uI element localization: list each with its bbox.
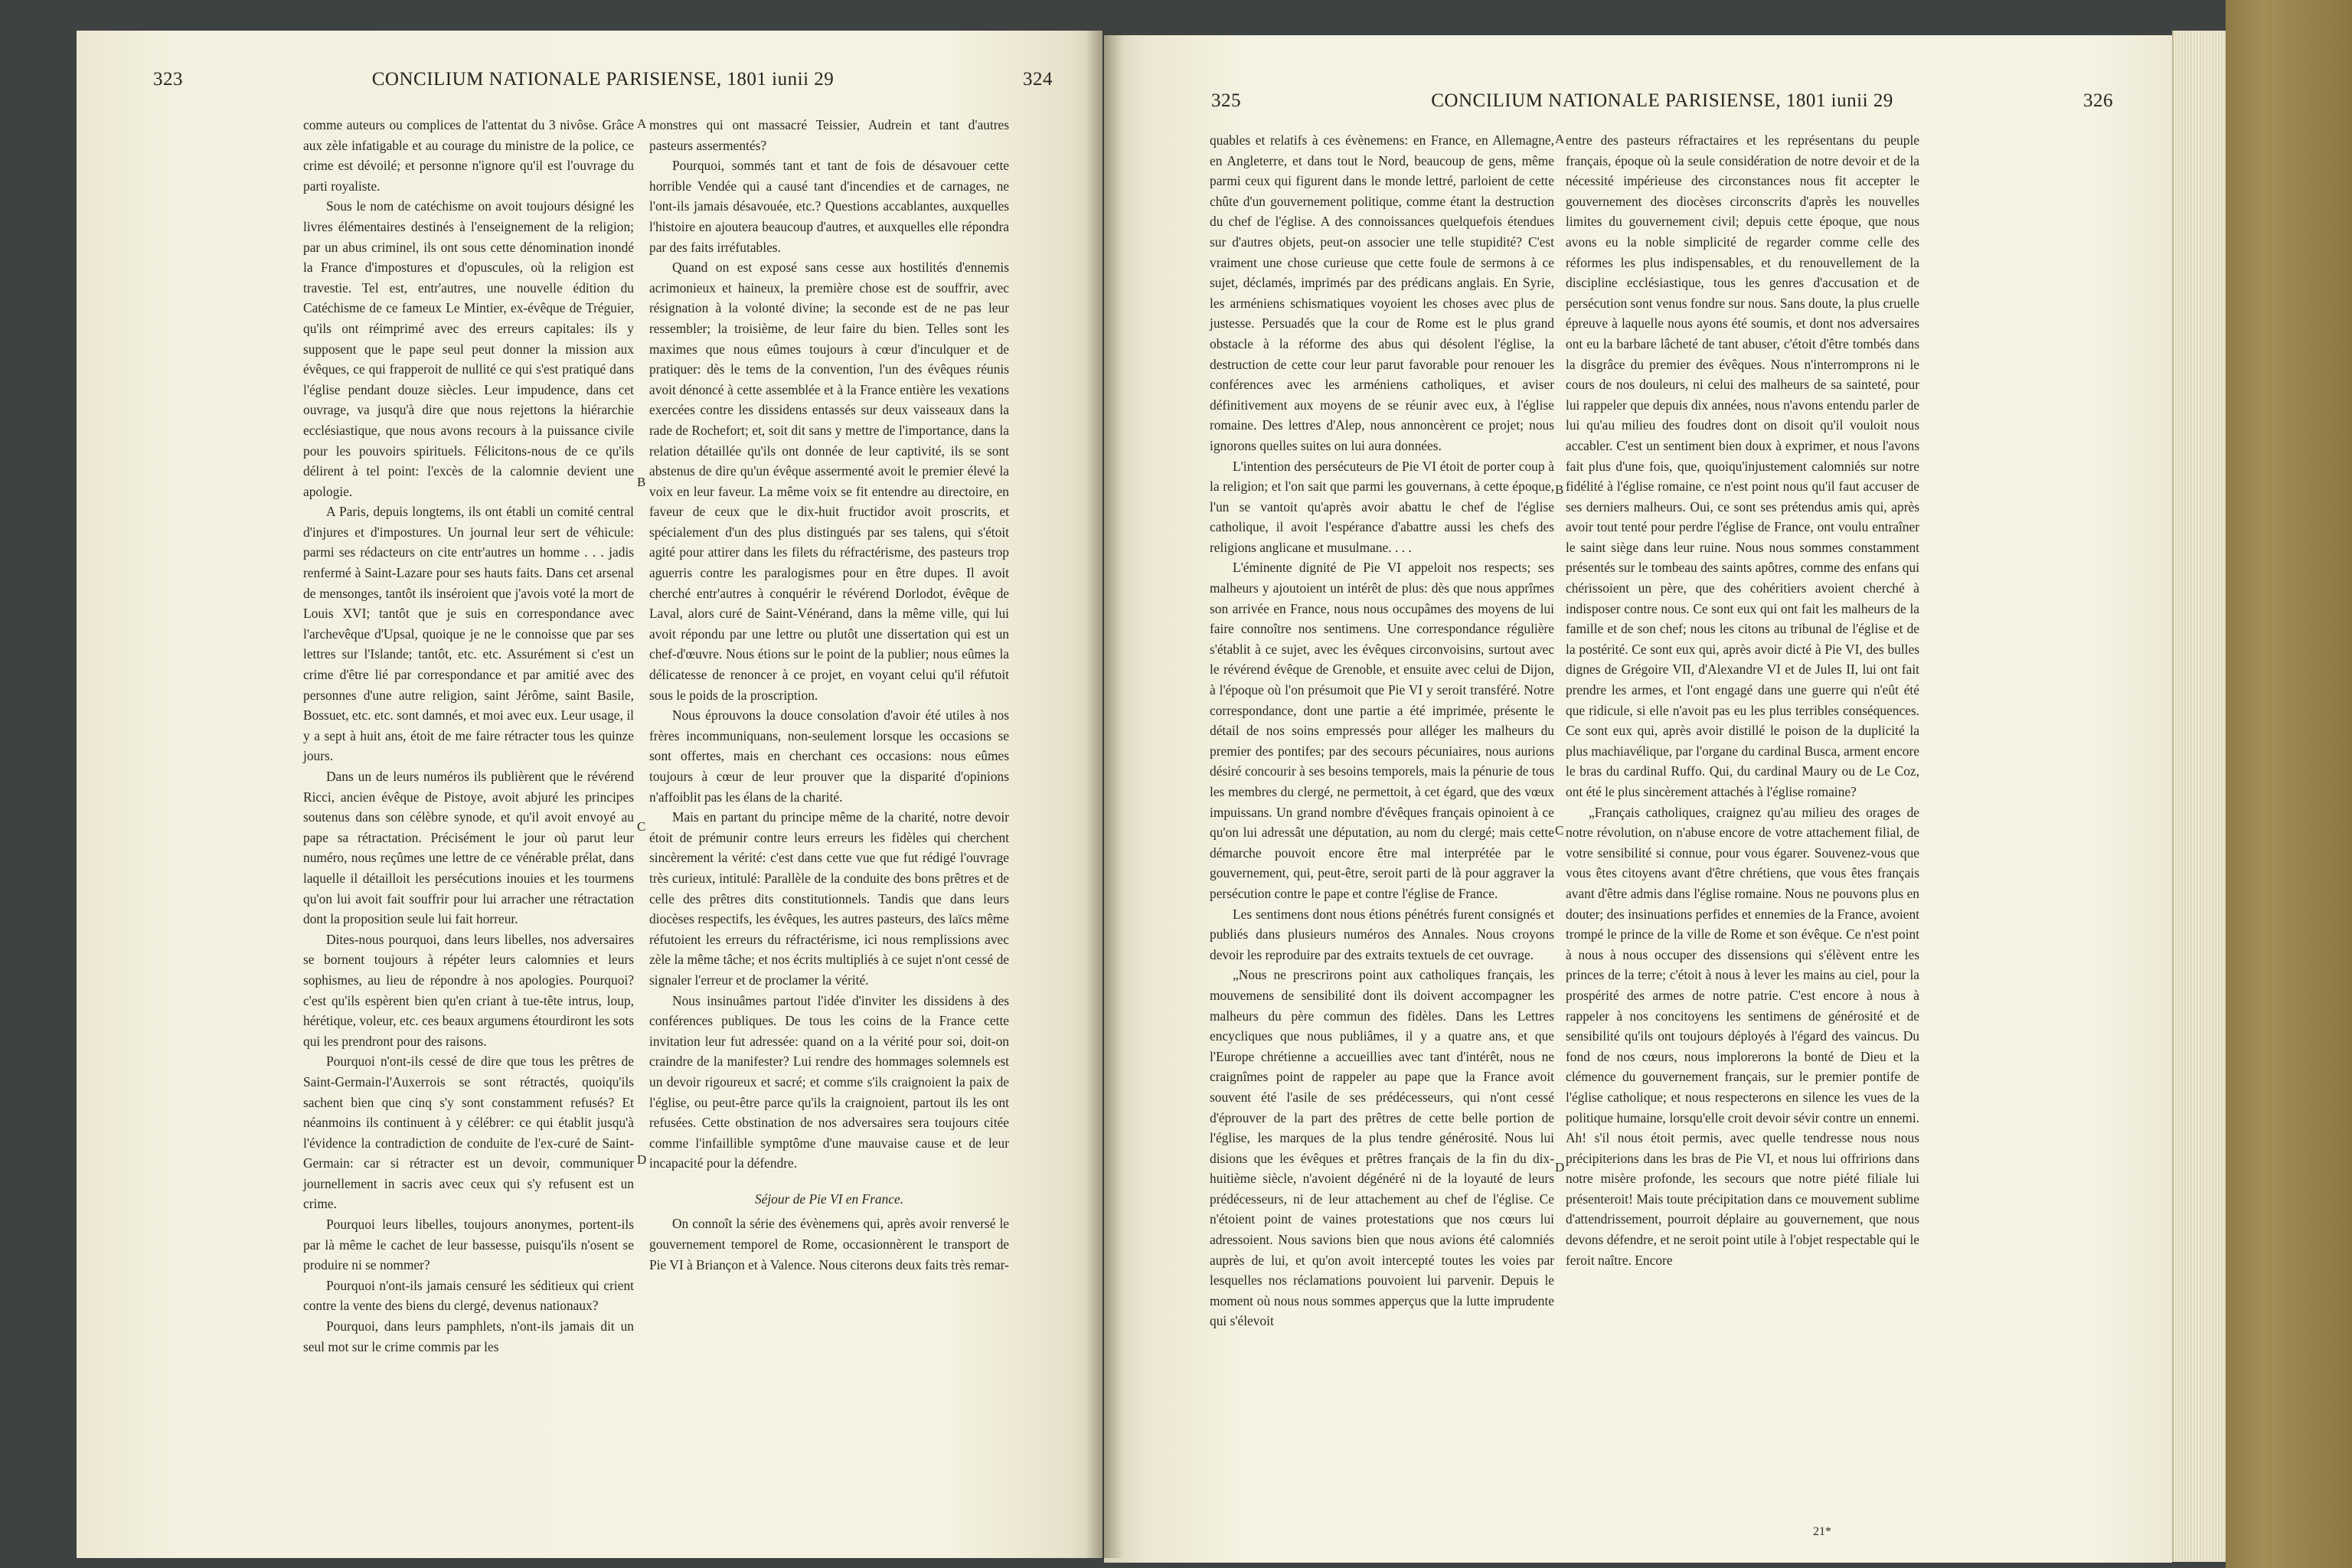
book-cover-edge — [2226, 0, 2352, 1568]
page-number-323: 323 — [153, 69, 183, 90]
paragraph: Dans un de leurs numéros ils publièrent que le révérend Ricci, ancien évêque de Pistoye, avoit abjuré les principes soutenus dans son célèbre synode, et qu'il avoit envoyé au pape sa rétractation. Précisément le jour où parut leur numéro, nous reçûmes une lettre de ce vénérable prélat, dans laquelle il détailloit les persécutions inouies et les tourmens qu'on lui avoit fait souffrir pour lui arracher une rétractation dont la proposition seule lui fait horreur. — [303, 769, 634, 927]
page-number-325: 325 — [1211, 90, 1241, 111]
margin-marker-b-right: B — [1555, 482, 1564, 497]
running-title-right: CONCILIUM NATIONALE PARISIENSE, 1801 iunii 29 — [1431, 90, 1893, 111]
margin-marker-d-left: D — [637, 1152, 647, 1167]
margin-marker-c-left: C — [637, 819, 646, 834]
paragraph: Quand on est exposé sans cesse aux hostilités d'ennemis acrimonieux et haineux, la première chose est de souffrir, avec résignation à la volonté divine; la seconde est de ne pas leur ressembler; la troisième, de leur faire du bien. Telles sont les maximes que nous eûmes toujours à cœur d'inculquer et de pratiquer: dès le tems de la convention, l'un des évêques réunis avoit dénoncé à cette assemblée et à la France entière les vexations exercées contre les dissidens entassés sur deux vaisseaux dans la rade de Rochefort; et, soit dit sans y mettre de l'importance, dans la relation détaillée qu'ils ont donnée de leur captivité, ils se sont abstenus de dire qu'un évêque assermenté avoit le premier élevé la voix en leur faveur. La même voix se fit entendre au directoire, en faveur de ceux que le dix-huit fructidor avoit proscrits, et spécialement d'un des plus distingués par ses talens, qui s'étoit agité pour attirer dans les filets du réfractérisme, des pasteurs trop aguerris contre les paralogismes pour en être dupes. Il avoit cherché entr'autres à conquérir le révérend Dorlodot, évêque de Laval, alors curé de Saint-Vénérand, dans la même ville, qui lui avoit répondu par une lettre ou plutôt une dissertation qui est un chef-d'œuvre. Nous étions sur le point de la publier; nous eûmes la délicatesse de renoncer à ce projet, en voyant celui qu'il réfutoit sous le poids de la proscription. — [649, 260, 1009, 703]
page-number-324: 324 — [1023, 69, 1053, 90]
paragraph: Dites-nous pourquoi, dans leurs libelles, nos adversaires se bornent toujours à répéter leurs calomnies et leurs sophismes, au lieu de répondre à nos apologies. Pourquoi? c'est qu'ils espèrent bien qu'en criant à tue-tête intrus, loup, hérétique, voleur, etc. ces beaux argumens étourdiront les sots qui les prendront pour des raisons. — [303, 931, 634, 1049]
page-number-326: 326 — [2083, 90, 2113, 111]
paragraph: L'intention des persécuteurs de Pie VI étoit de porter coup à la religion; et l'on sait que parmi les gouvernans, à cette époque, l'un se vantoit qu'après avoir abattu le chef de l'église catholique, il avoit l'espérance d'abattre aussi les chefs des religions anglicane et musulmane. . . . — [1210, 458, 1554, 555]
paragraph: Nous éprouvons la douce consolation d'avoir été utiles à nos frères incommuniquans, non-seulement lorsque les occasions se sont offertes, mais en cherchant ces occasions: nous eûmes toujours à cœur de leur prouver que la disparité d'opinions n'affoiblit pas les élans de la charité. — [649, 707, 1009, 805]
paragraph: A Paris, depuis longtems, ils ont établi un comité central d'injures et d'impostures. Un journal leur sert de véhicule: parmi ses rédacteurs on cite entr'autres un homme . . . jadis renfermé à Saint-Lazare pour ses hauts faits. Dans cet arsenal de mensonges, tantôt ils inséroient que j'avois voté la mort de Louis XVI; tantôt que je suis en correspondance avec l'archevêque d'Upsal, quoique je ne le connoisse que par ses lettres sur l'Islande; tantôt, etc. etc. Assurément si c'est un crime d'être lié par correspondance et par amitié avec des personnes d'une autre religion, saint Jérôme, saint Basile, Bossuet, etc. etc. sont damnés, et moi avec eux. Leur usage, il y a sept à huit ans, étoit de me faire rétracter tous les quinze jours. — [303, 504, 634, 764]
column-326 — [1566, 130, 1919, 1270]
paragraph: Les sentimens dont nous étions pénétrés furent consignés et publiés dans plusieurs numéros des Annales. Nous croyons devoir les reproduire par des extraits textuels de cet ouvrage. — [1210, 906, 1554, 962]
margin-marker-a-right: A — [1555, 132, 1565, 146]
paragraph: „Nous ne prescrirons point aux catholiques français, les mouvemens de sensibilité dont ils doivent accompagner les malheurs du père commun des fidèles. Dans les Lettres encycliques que nous publiâmes, il y a quatre ans, et que l'Europe chrétienne a accueillies avec tant d'intérêt, nous ne craignîmes point de rappeler au pape que la France avoit souvent été l'asile de ses prédécesseurs, qui n'ont cessé d'éprouver de la part des prêtres de cette belle portion de l'église, les marques de la plus tendre générosité. Nous lui disions que les évêques et prêtres français de la fin du dix-huitième siècle, n'avoient dégénéré ni de la loyauté de leurs prédécesseurs, ni de leur attachement au chef de l'église. Ce n'étoient point de vaines protestations que nos cœurs lui adressoient. Nous savions bien que nous avions été calomniés auprès de lui, et qu'on avoit intercepté toutes les voies par lesquelles nos réclamations pouvoient lui parvenir. Depuis le moment où nous nous sommes apperçus que la lutte imprudente qui s'élevoit — [1210, 967, 1554, 1329]
paragraph: L'éminente dignité de Pie VI appeloit nos respects; ses malheurs y ajoutoient un intérêt de plus: dès que nous apprîmes son arrivée en France, nous nous occupâmes des moyens de lui faire connoître nos sentimens. Une correspondance régulière s'établit à ce sujet, avec les évêques circonvoisins, surtout avec le révérend évêque de Grenoble, et ensuite avec celui de Dijon, à l'époque où l'on présumoit que Pie VI y seroit transféré. Notre correspondance, dont une partie a été imprimée, présente le détail de nos soins empressés pour alléger les malheurs du premier des pontifes; par des secours pécuniaires, nous aurions désiré concourir à ses besoins temporels, mais la pénurie de tous les membres du clergé, ne permettoit, à cet égard, que des vœux impuissans. Un grand nombre d'évêques français opinoient à ce qu'on lui adressât une députation, au nom du clergé; mais cette démarche pouvoit encore être mal interprétée par le gouvernement, qui, peut-être, seroit parti de là pour aggraver la persécution contre le pape et contre l'église de France. — [1210, 560, 1554, 901]
paragraph: Nous insinuâmes partout l'idée d'inviter les dissidens à des conférences publiques. De tous les coins de la France cette invitation leur fut adressée: quand on a la vérité pour soi, doit-on craindre de la manifester? Lui rendre des hommages solemnels est un devoir rigoureux et sacré; et comme s'ils craignoient la paix de l'église, ou peut-être parce qu'ils la craignoient, partout ils les ont refusées. Cette obstination de nos adversaires sera toujours citée comme l'infaillible symptôme d'une mauvaise cause et de leur incapacité pour la défendre. — [649, 992, 1009, 1171]
margin-marker-b-left: B — [637, 475, 646, 489]
section-heading: Séjour de Pie VI en France. — [754, 1191, 904, 1207]
right-running-header — [1211, 90, 2113, 121]
margin-marker-d-right: D — [1555, 1160, 1565, 1174]
paragraph: entre des pasteurs réfractaires et les représentans du peuple français, époque où la seule considération de notre devoir et de la nécessité impérieuse des circonstances nous fit accepter le gouvernement des diocèses circonscrits d'après les nouvelles limites du gouvernement civil; depuis cette époque, que nous avons eu la noble simplicité de regarder comme celle des réformes les plus indispensables, et du renouvellement de la discipline ecclésiastique, tous les genres d'accusation et de persécution sont venus fondre sur nous. Sans doute, la plus cruelle épreuve à laquelle nous ayons été soumis, et dont nos adversaires ont eu la barbare lâcheté de tant abuser, c'étoit d'être tombés dans la disgrâce du premier des évêques. Nous n'interromprons ni le cours de nos douleurs, ni celui des malheurs de sa sainteté, pour lui rappeler que depuis dix années, nous n'avons entendu parler de lui qu'au milieu des foudres dont on disoit qu'il vouloit nous accabler. C'est un sentiment bien doux à exprimer, et nous l'avons fait plus d'une fois, que, quoiqu'injustement calomniés sur notre fidélité à l'église romaine, ce n'est point nous qu'il faut accuser de ses derniers malheurs. Oui, ce sont ses prétendus amis qui, après avoir tout tenté pour perdre l'église de France, ont voulu entraîner le saint siège dans leur ruine. Nous nous sommes constamment présentés sur le tombeau des saints apôtres, comme des enfans qui chérissoient un père, que des cohéritiers avoient cherché à indisposer contre nous. Ce sont eux qui ont fait les malheurs de la famille et de son chef; nous les citons au tribunal de l'église et de la postérité. Ce sont eux qui, après avoir dicté à Pie VI, des bulles dignes de Grégoire VII, d'Alexandre VI et de Jules II, lui ont fait prendre les armes, et l'ont engagé dans une guerre qui n'eût été que ridicule, si elle n'avoit pas eu les plus terribles conséquences. Ce sont eux qui, après avoir distillé le poison de la duplicité la plus machiavélique, par l'organe du cardinal Busca, arment encore le bras du cardinal Ruffo. Qui, du cardinal Maury ou de Le Coz, ont été le plus sincèrement attachés à l'église romaine? — [1566, 132, 1919, 799]
paragraph: On connoît la série des évènemens qui, après avoir renversé le gouvernement temporel de Rome, occasionnèrent le transport de Pie VI à Briançon et à Valence. Nous citerons deux faits très remar- — [649, 1216, 1009, 1272]
paragraph: „Français catholiques, craignez qu'au milieu des orages de notre révolution, on n'abuse encore de votre attachement filial, de votre sensibilité si connue, pour vous égarer. Souvenez-vous que vous êtes citoyens avant d'être chrétiens, que vous êtes français avant d'être admis dans l'église romaine. Nous ne pouvons plus en douter; des insinuations perfides et ennemies de la France, avoient trompé le prince de la ville de Rome et son évêque. Ce n'est point à nous à nous occuper des dissensions qui s'élèvent entre les princes de la terre; c'étoit à nous à lever les mains au ciel, pour la prospérité des armes de notre patrie. C'est encore à nous à rappeler à nos concitoyens les sentimens de générosité et de sensibilité qu'ils ont toujours déployés à l'égard des vaincus. Du fond de nos cœurs, nous implorerons la bonté de Dieu et la clémence du gouvernement français, sur le premier pontife de l'église catholique; et nous respecterons en silence les vues de la politique humaine, lorsqu'elle croit devoir sévir contre un ennemi. Ah! s'il nous étoit permis, avec quelle tendresse nous nous précipiterions dans les bras de Pie VI, et nous lui offririons dans notre misère profonde, les secours que notre piété filiale lui présenteroit! Mais toute précipitation dans ce mouvement sublime d'attendrissement, pourroit déplaire au gouvernement, que nous devons défendre, et ne seroit point utile à l'objet respectable qui le feroit naître. Encore — [1566, 804, 1919, 1268]
column-324 — [649, 115, 1009, 1275]
book-gutter — [1086, 31, 1124, 1558]
paragraph: comme auteurs ou complices de l'attentat du 3 nivôse. Grâce aux zèle infatigable et au courage du ministre de la police, ce crime est dévoilé; et personne n'ignore qu'il est l'ouvrage du parti royaliste. — [303, 117, 634, 194]
page-edges — [2172, 31, 2227, 1562]
paragraph: Pourquoi, sommés tant et tant de fois de désavouer cette horrible Vendée qui a causé tant d'incendies et de carnages, ne l'ont-ils jamais désavouée, etc.? Questions accablantes, auxquelles l'histoire en ajoutera beaucoup d'autres, et auxquelles elle répondra par des faits irréfutables. — [649, 158, 1009, 255]
paragraph: Pourquoi n'ont-ils jamais censuré les séditieux qui crient contre la vente des biens du clergé, devenus nationaux? — [303, 1277, 634, 1314]
paragraph: Mais en partant du principe même de la charité, notre devoir étoit de prémunir contre leurs erreurs les fidèles qui cherchent sincèrement la vérité: c'est dans cette vue que fut rédigé l'ouvrage très curieux, intitulé: Parallèle de la conduite des bons prêtres et de celle des prêtres dits constitutionnels. Tandis que dans leurs diocèses respectifs, les évêques, les autres pasteurs, des laïcs même réfutoient les erreurs du réfractérisme, ici nous remplissions avec zèle la même tâche; et nos écrits multipliés à ce sujet n'ont cessé de signaler l'erreur et de proclamer la vérité. — [649, 809, 1009, 988]
paragraph: quables et relatifs à ces évènemens: en France, en Allemagne, en Angleterre, et dans tout le Nord, beaucoup de gens, même parmi ceux qui figurent dans le monde lettré, parloient de cette chûte d'un gouvernement politique, comme étant la destruction du chef de l'église. A des connoissances quelquefois étendues sur d'autres objets, peut-on associer une telle stupidité? C'est vraiment une chose curieuse que cette foule de sermons à ce sujet, déclamés, imprimés par des prédicans anglais. En Syrie, les arméniens schismatiques voyoient les choses avec plus de justesse. Persuadés que la cour de Rome est le plus grand obstacle à la réforme des abus qui désolent l'église, la destruction de cette cour leur parut favorable pour renouer les conférences avec les arméniens catholiques, et aviser définitivement aux moyens de se réunir avec eux, à l'église romaine. Des lettres d'Alep, nous annoncèrent ce projet; nous ignorons quelles suites on lui aura données. — [1210, 132, 1554, 453]
running-title-left: CONCILIUM NATIONALE PARISIENSE, 1801 iunii 29 — [371, 69, 835, 90]
left-running-header — [153, 69, 1053, 100]
signature-mark: 21* — [1813, 1525, 1831, 1538]
paragraph: Pourquoi, dans leurs pamphlets, n'ont-ils jamais dit un seul mot sur le crime commis par les — [303, 1318, 634, 1354]
margin-marker-a-left: A — [637, 116, 647, 131]
paragraph: Sous le nom de catéchisme on avoit toujours désigné les livres élémentaires destinés à l'enseignement de la religion; par un abus criminel, ils ont sous cette dénomination inondé la France d'impostures et d'opuscules, où la religion est travestie. Tel est, entr'autres, une nouvelle édition du Catéchisme de ce fameux Le Mintier, ex-évêque de Tréguier, qu'ils ont réimprimé avec des erreurs capitales: ils y supposent que le pape seul peut donner la mission aux évêques, ce qui frapperoit de nullité ce qui s'est pratiqué dans l'église pendant douze siècles. Leur impudence, dans cet ouvrage, va jusqu'à dire que nous rejettons la hiérarchie ecclésiastique, que nous avons recours à la puissance civile pour les pouvoirs spirituels. Félicitons-nous de ce qu'ils délirent à tel point: l'excès de la calomnie devient une apologie. — [303, 198, 634, 499]
paragraph: Pourquoi leurs libelles, toujours anonymes, portent-ils par là même le cachet de leur bassesse, puisqu'ils n'osent se produire ni se nommer? — [303, 1217, 634, 1273]
margin-marker-c-right: C — [1555, 823, 1564, 838]
paragraph: monstres qui ont massacré Teissier, Audrein et tant d'autres pasteurs assermentés? — [649, 117, 1009, 153]
column-325 — [1210, 130, 1554, 1331]
column-323 — [303, 115, 634, 1357]
paragraph: Pourquoi n'ont-ils cessé de dire que tous les prêtres de Saint-Germain-l'Auxerrois se sont rétractés, quoiqu'ils sachent bien que cinq s'y sont constamment refusés? Et néanmoins ils continuent à y célébrer: ce qui établit jusqu'à l'évidence la contradiction de conduite de l'ex-curé de Saint-Germain: car si rétracter est un devoir, communiquer journellement in sacris avec ceux qui s'y refusent est un crime. — [303, 1054, 634, 1212]
